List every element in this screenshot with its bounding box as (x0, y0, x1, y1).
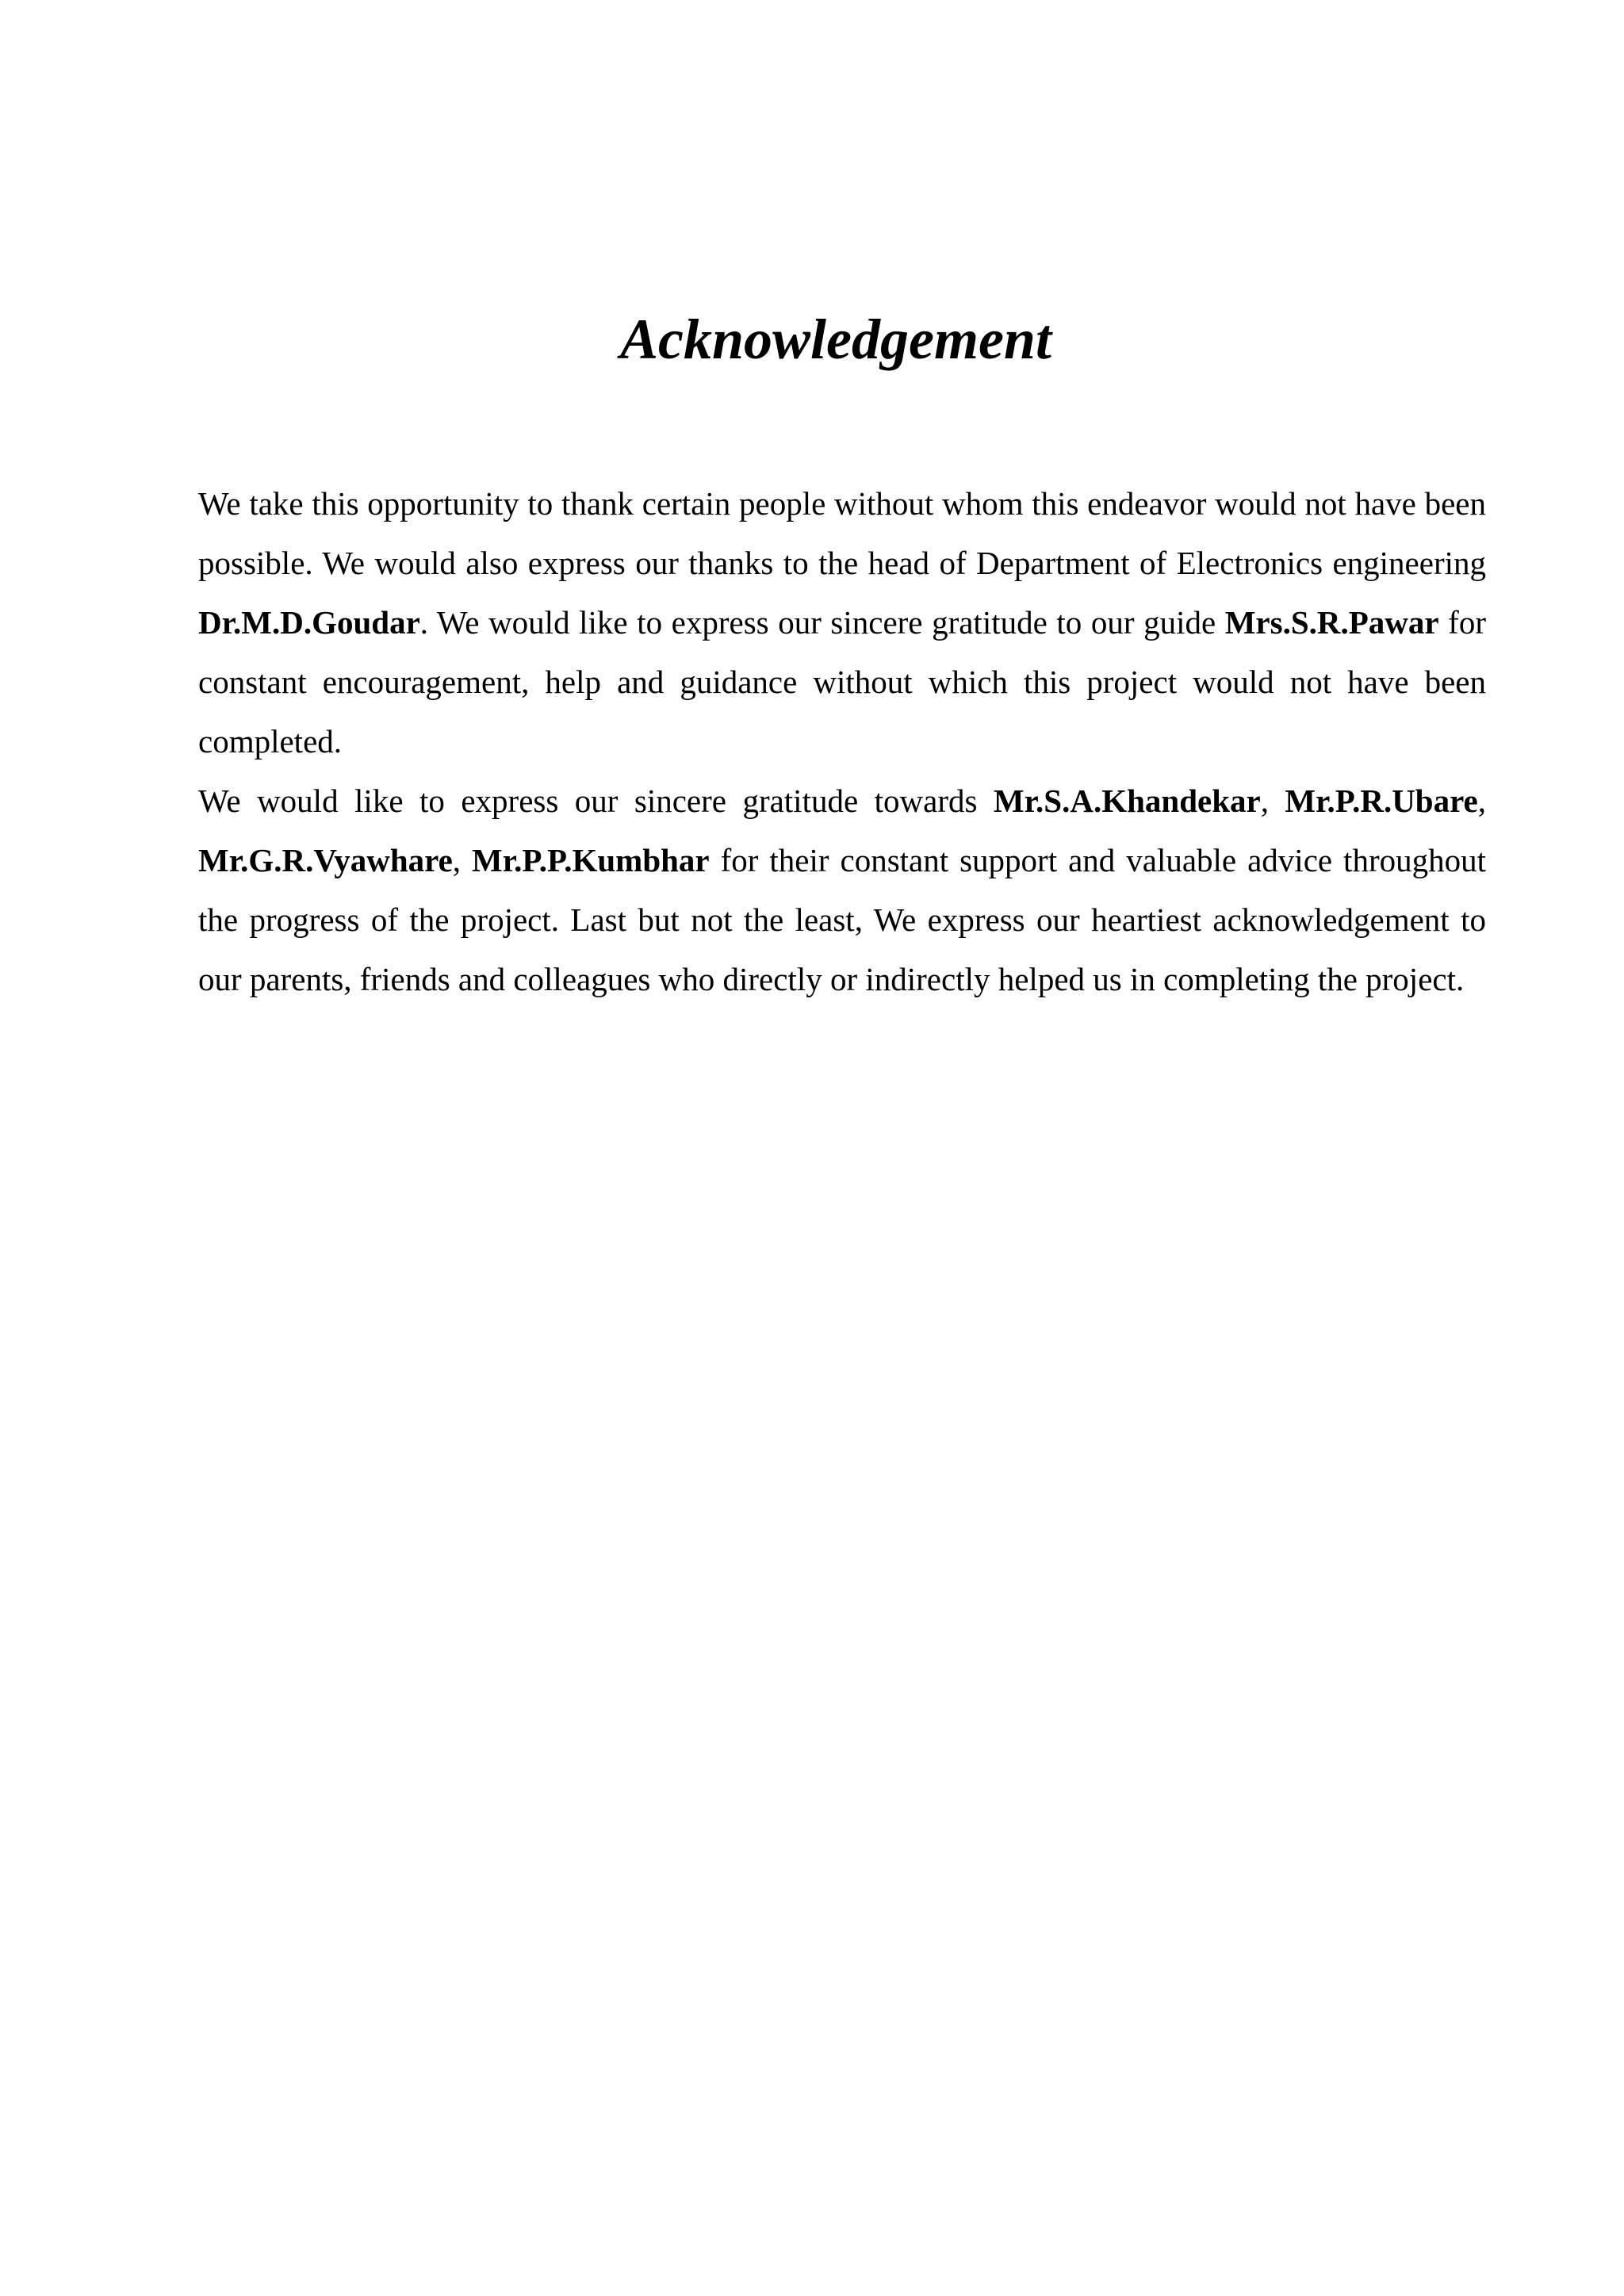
text-segment: , (1477, 783, 1487, 819)
text-segment: , (452, 842, 473, 878)
text-segment: for constant encouragement, help and guidance without which this project would not have been completed. (198, 604, 1486, 760)
paragraph-2 (198, 771, 1486, 1009)
text-segment: , (1260, 783, 1285, 819)
text-segment: for their constant support and valuable advice throughout the progress of the project. Last but not the least, We express our heartiest acknowledgement to our parents, friends and colleagues who directly or indirectly helped us in completing the project. (198, 842, 1486, 997)
paragraph-1 (198, 474, 1486, 771)
text-segment: We take this opportunity to thank certain people without whom this endeavor would not have been possible. We would also express our thanks to the head of Department of Electronics engineering (198, 485, 1486, 581)
name-guide: Mrs.S.R.Pawar (1224, 604, 1439, 641)
name-khandekar: Mr.S.A.Khandekar (993, 783, 1261, 819)
text-segment: We would like to express our sincere gratitude towards (198, 783, 994, 819)
name-hod: Dr.M.D.Goudar (198, 604, 420, 641)
name-vyawhare: Mr.G.R.Vyawhare (198, 842, 453, 878)
name-kumbhar: Mr.P.P.Kumbhar (472, 842, 710, 878)
name-ubare: Mr.P.R.Ubare (1285, 783, 1478, 819)
text-segment: . We would like to express our sincere gratitude to our guide (419, 604, 1225, 641)
page-title: Acknowledgement (620, 308, 1051, 371)
acknowledgement-body (198, 474, 1486, 1009)
